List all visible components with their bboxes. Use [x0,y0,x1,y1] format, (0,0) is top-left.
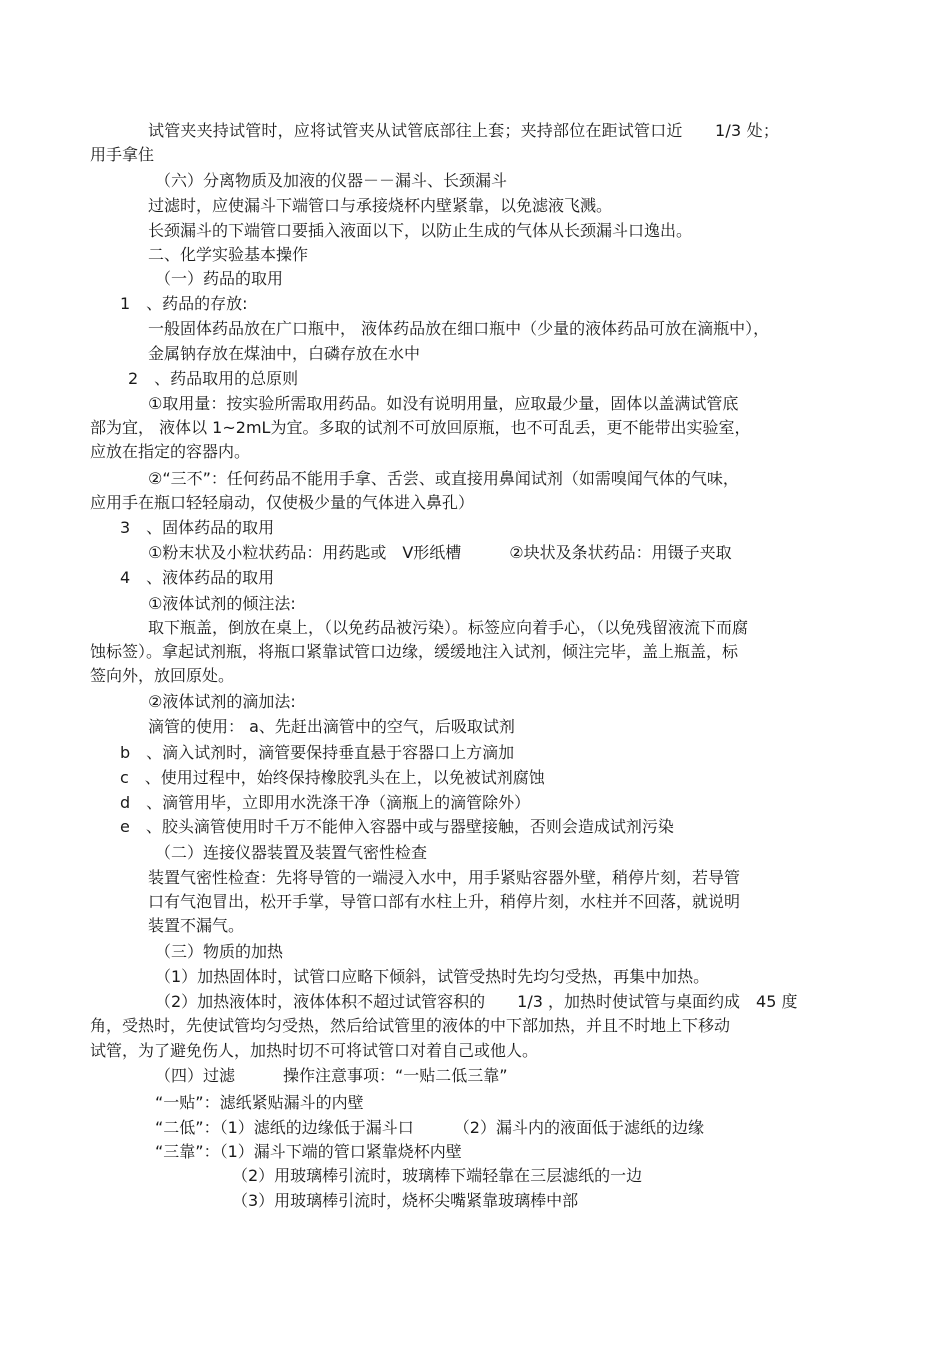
text-line: 3 、固体药品的取用 [120,518,275,537]
text-line: （2）用玻璃棒引流时，玻璃棒下端轻靠在三层滤纸的一边 [232,1166,643,1185]
text-line: （六）分离物质及加液的仪器－－漏斗、长颈漏斗 [155,171,508,190]
text-line: 1 、药品的存放: [120,294,248,313]
subsection-heading: （二）连接仪器装置及装置气密性检查 [155,843,428,862]
list-item: d 、滴管用毕，立即用水洗涤干净（滴瓶上的滴管除外） [120,793,531,812]
text-line: 口有气泡冒出，松开手掌，导管口部有水柱上升，稍停片刻，水柱并不回落，就说明 [148,892,741,911]
text-line: 取下瓶盖，倒放在桌上，（以免药品被污染）。标签应向着手心，（以免残留液流下而腐 [148,618,749,637]
list-item: e 、胶头滴管使用时千万不能伸入容器中或与器壁接触，否则会造成试剂污染 [120,817,674,836]
text-line: ②液体试剂的滴加法: [148,692,296,711]
text-line: 滴管的使用： a、先赶出滴管中的空气，后吸取试剂 [148,717,515,736]
text-line: 2 、药品取用的总原则 [128,369,299,388]
subsection-heading: （三）物质的加热 [155,942,284,961]
text-line: 装置气密性检查：先将导管的一端浸入水中，用手紧贴容器外壁，稍停片刻，若导管 [148,868,741,887]
list-item: b 、滴入试剂时，滴管要保持垂直悬于容器口上方滴加 [120,743,515,762]
text-line: 金属钠存放在煤油中，白磷存放在水中 [148,344,421,363]
text-line: 4 、液体药品的取用 [120,568,275,587]
text-line: 蚀标签）。拿起试剂瓶，将瓶口紧靠试管口边缘，缓缓地注入试剂，倾注完毕，盖上瓶盖，标 [90,642,739,661]
text-line: 应放在指定的容器内。 [90,442,251,461]
text-line: “二低”：（1）滤纸的边缘低于漏斗口 （2）漏斗内的液面低于滤纸的边缘 [155,1118,704,1137]
text-line: “一贴”：滤纸紧贴漏斗的内壁 [155,1093,364,1112]
text-line: 部为宜， 液体以 1~2mL为宜。多取的试剂不可放回原瓶，也不可乱丢，更不能带出实验室， [90,418,751,437]
text-line: （3）用玻璃棒引流时，烧杯尖嘴紧靠玻璃棒中部 [232,1191,579,1210]
text-line: “三靠”：（1）漏斗下端的管口紧靠烧杯内壁 [155,1142,462,1161]
text-line: 试管，为了避免伤人，加热时切不可将试管口对着自己或他人。 [90,1041,539,1060]
text-line: 应用手在瓶口轻轻扇动，仅使极少量的气体进入鼻孔） [90,493,475,512]
text-line: （1）加热固体时，试管口应略下倾斜，试管受热时先均匀受热，再集中加热。 [155,967,710,986]
text-line: 试管夹夹持试管时，应将试管夹从试管底部往上套；夹持部位在距试管口近 1/3 处； [148,121,780,140]
text-line: 长颈漏斗的下端管口要插入液面以下，以防止生成的气体从长颈漏斗口逸出。 [148,221,693,240]
text-line: 签向外，放回原处。 [90,666,235,685]
text-line: 过滤时，应使漏斗下端管口与承接烧杯内壁紧靠，以免滤液飞溅。 [148,196,613,215]
text-line: 用手拿住 [90,145,155,164]
text-line: ①液体试剂的倾注法: [148,594,296,613]
text-line: 一般固体药品放在广口瓶中， 液体药品放在细口瓶中（少量的液体药品可放在滴瓶中）， [148,319,770,338]
text-line: （2）加热液体时，液体体积不超过试管容积的 1/3 ，加热时使试管与桌面约成 45 度 [155,992,798,1011]
text-line: 角，受热时，先使试管均匀受热，然后给试管里的液体的中下部加热，并且不时地上下移动 [90,1016,731,1035]
section-heading: 二、化学实验基本操作 [148,245,309,264]
subsection-heading: （一）药品的取用 [155,269,284,288]
list-item: c 、使用过程中，始终保持橡胶乳头在上，以免被试剂腐蚀 [120,768,545,787]
text-line: ②“三不”：任何药品不能用手拿、舌尝、或直接用鼻闻试剂（如需嗅闻气体的气味， [148,469,739,488]
text-line: 装置不漏气。 [148,916,245,935]
text-line: ①取用量：按实验所需取用药品。如没有说明用量，应取最少量，固体以盖满试管底 [148,394,739,413]
subsection-heading: （四）过滤 操作注意事项：“一贴二低三靠” [155,1066,508,1085]
text-line: ①粉末状及小粒状药品：用药匙或 V形纸槽 ②块状及条状药品：用镊子夹取 [148,543,732,562]
